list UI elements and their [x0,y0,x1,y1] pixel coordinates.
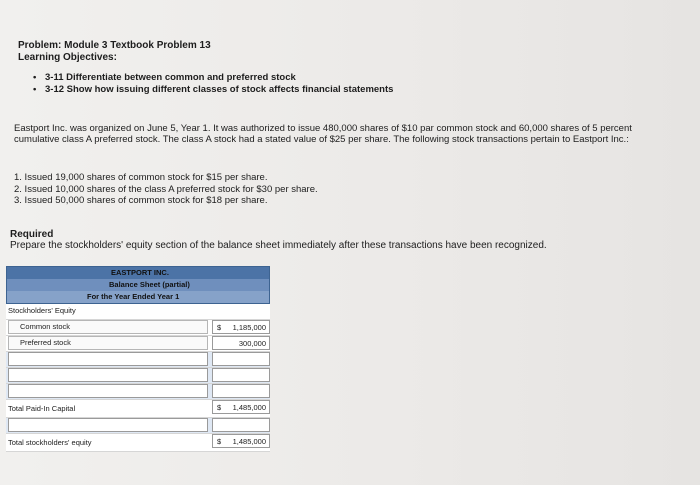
amount-value: 1,185,000 [232,323,266,332]
total-paid-in-label: Total Paid-In Capital [8,404,76,413]
balance-sheet-table [6,266,270,452]
total-paid-in-row [6,400,270,418]
total-paid-in-amount[interactable] [212,400,270,414]
required-heading: Required [10,229,54,240]
section-label: Stockholders' Equity [8,306,76,315]
total-equity-amount[interactable] [212,434,270,448]
table-row [6,418,270,434]
problem-title: Problem: Module 3 Textbook Problem 13 [18,40,211,51]
table-row [6,384,270,400]
account-select[interactable] [8,384,208,398]
amount-value: 1,485,000 [232,437,266,446]
company-name: EASTPORT INC. [111,268,169,277]
dollar-sign: $ [217,437,222,446]
objective-item: • 3-11 Differentiate between common and preferred stock [33,72,393,84]
amount-value: 1,485,000 [232,403,266,412]
section-row [6,304,270,320]
account-select[interactable] [8,368,208,382]
account-select[interactable] [8,352,208,366]
statement-name: Balance Sheet (partial) [7,279,269,291]
account-label: Preferred stock [20,338,71,347]
table-row [6,336,270,352]
amount-input[interactable] [212,384,270,398]
amount-input[interactable] [212,418,270,432]
table-row [6,320,270,336]
account-label: Common stock [20,322,71,331]
objective-item: • 3-12 Show how issuing different classes of stock affects financial statements [33,84,393,96]
dollar-sign: $ [217,403,222,412]
transaction-item: 1. Issued 19,000 shares of common stock for $15 per share. [14,172,268,183]
required-section [10,229,547,251]
sheet-header [6,266,270,304]
total-equity-label: Total stockholders' equity [8,438,92,447]
problem-paragraph: Eastport Inc. was organized on June 5, Year 1. It was authorized to issue 480,000 shares of $10 par common stock and 60,000 shares of 5 percent cumulative class A preferred stock. The class A stock had a stated value of $25 per share. The following stock transactions pertain to Eastport Inc.: [14,123,632,145]
transaction-item: 3. Issued 50,000 shares of common stock for $18 per share. [14,195,268,206]
required-text: Prepare the stockholders' equity section of the balance sheet immediately after these transactions have been recognized. [10,240,547,251]
amount-input[interactable] [212,352,270,366]
transactions-list [14,172,318,207]
amount-input[interactable] [212,320,270,334]
statement-period: For the Year Ended Year 1 [7,291,269,303]
table-row [6,352,270,368]
objectives-list [33,72,393,96]
account-select[interactable] [8,418,208,432]
dollar-sign: $ [217,323,222,332]
transaction-item: 2. Issued 10,000 shares of the class A preferred stock for $30 per share. [14,183,318,195]
total-equity-row [6,434,270,452]
problem-header [18,40,211,64]
objectives-heading: Learning Objectives: [18,52,117,63]
amount-input[interactable] [212,336,270,350]
amount-input[interactable] [212,368,270,382]
amount-value: 300,000 [238,339,266,348]
table-row [6,368,270,384]
